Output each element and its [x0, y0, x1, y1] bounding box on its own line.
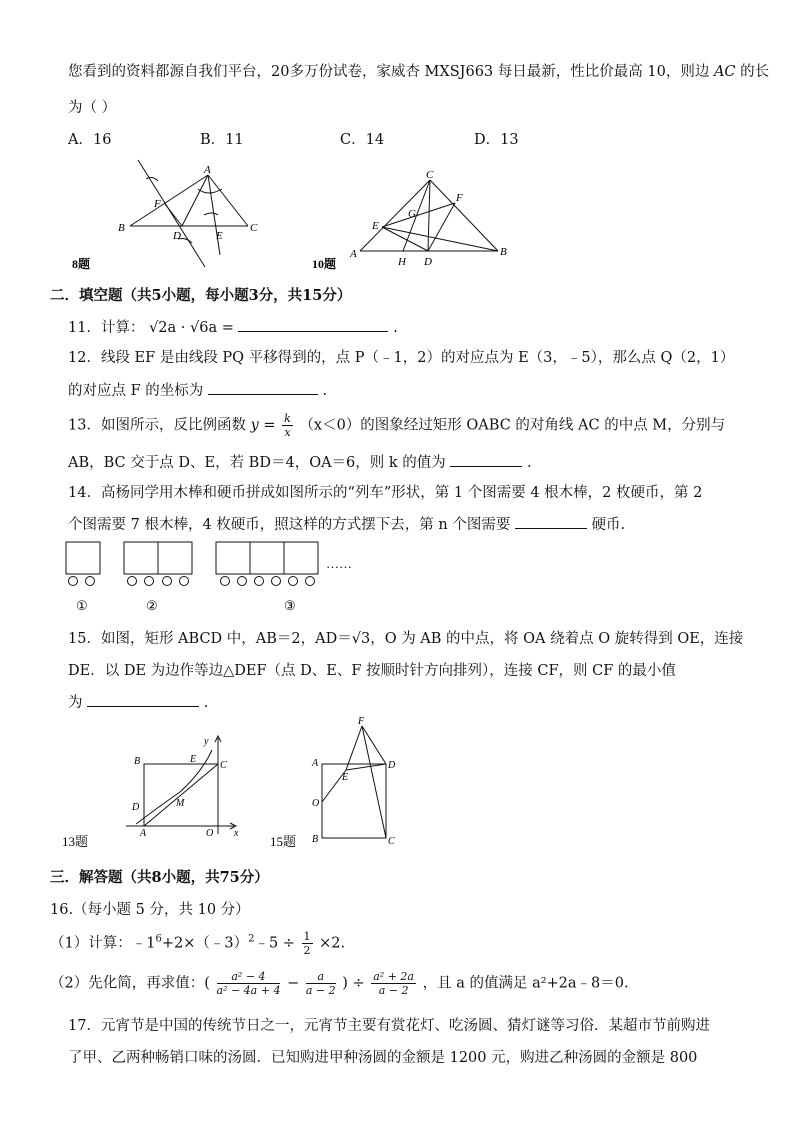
f13-label-y: y [204, 736, 209, 747]
q15-line3: 为 . [68, 691, 208, 712]
q12-line1: 12．线段 EF 是由线段 PQ 平移得到的，点 P（﹣1，2）的对应点为 E（3，﹣5），那么点 Q（2，1） [68, 350, 735, 366]
f8-fd [165, 204, 182, 226]
f15-rectangle [322, 764, 386, 838]
f10-label-f: F [456, 192, 463, 204]
train2-label: ② [146, 598, 158, 613]
f13-diagonal-ac [144, 764, 218, 826]
f8-perp-bisector [138, 160, 205, 267]
q13-line2: AB，BC 交于点 D、E，若 BD＝4，OA＝6，则 k 的值为 . [68, 451, 532, 472]
f8-label-c: C [250, 222, 258, 234]
section-2-title: 二．填空题（共5小题，每小题3分，共15分） [50, 287, 352, 304]
f13-label-a: A [140, 828, 147, 839]
f8-arc4 [204, 213, 218, 215]
f8-ad [182, 175, 208, 226]
q11: 11．计算： √2a · √6a = . [68, 316, 398, 337]
q15-line2: DE．以 DE 为边作等边△DEF（点 D、E、F 按顺时针方向排列），连接 CF，则 CF 的最小值 [68, 663, 676, 679]
q14-line1: 14．高杨同学用木棒和硬币拼成如图所示的“列车”形状，第 1 个图需要 4 根木棒，2 枚硬币，第 2 [68, 485, 703, 501]
f8-angle-bisector [208, 175, 220, 255]
figure-13 [62, 728, 252, 852]
q17-line2: 了甲、乙两种畅销口味的汤圆．已知购进甲种汤圆的金额是 1200 元，购进乙种汤圆的金额是 800 [68, 1050, 698, 1066]
f8-side-ba [130, 175, 208, 226]
f15-label-a: A [312, 758, 319, 769]
figure-14-trains [62, 538, 372, 616]
section-3-title: 三．解答题（共8小题，共75分） [50, 869, 269, 886]
q11-answer-blank[interactable] [238, 317, 388, 332]
q17-line1: 17．元宵节是中国的传统节日之一，元宵节主要有赏花灯、吃汤圆、猜灯谜等习俗．某超市节前购进 [68, 1018, 710, 1034]
f13-label-e: E [190, 754, 197, 765]
f15-caption: 15题 [270, 834, 297, 849]
q16-part1: （1）计算：$﹣1^6+2\times(﹣3)^2﹣5$ ÷ $\frac{1}{2}$ ×2. [50, 930, 346, 957]
q10-option-b: B．11 [200, 132, 244, 148]
train2-coin [145, 577, 154, 586]
train3-label: ③ [284, 598, 296, 613]
q15-answer-blank[interactable] [87, 692, 199, 707]
q10-option-a: A．16 [68, 132, 112, 148]
q12-answer-blank[interactable] [208, 380, 318, 395]
f10-label-g: G [408, 208, 416, 220]
q10-line2: 为（ ） [68, 100, 117, 116]
f13-label-x: x [234, 828, 239, 839]
f8-label-d: D [173, 230, 181, 242]
q13-line1: 13．如图所示，反比例函数 y = $\frac{k}{x}$ （x＜0）的图象经过矩形 OABC 的对角线 AC 的中点 M，分别与 [68, 412, 726, 439]
train3-coin [289, 577, 298, 586]
f8-arc1 [146, 177, 158, 181]
f13-label-b: B [134, 756, 141, 767]
f10-label-a: A [350, 248, 357, 260]
f15-ed [346, 764, 386, 770]
train3-coin [221, 577, 230, 586]
q15-line1: 15．如图，矩形 ABCD 中，AB＝2，AD＝√3，O 为 AB 的中点，将 OA 绕着点 O 旋转得到 OE，连接 [68, 631, 744, 647]
f10-side-cb [430, 180, 498, 251]
f8-label-f: F [154, 198, 161, 210]
f10-label-b: B [500, 246, 507, 258]
train1-coin [69, 577, 78, 586]
f10-label-c: C [426, 169, 434, 181]
f8-label-b: B [118, 222, 125, 234]
train3-coin [255, 577, 264, 586]
f15-label-b: B [312, 834, 319, 845]
f8-label-a: A [204, 164, 211, 176]
f15-fc [362, 726, 386, 838]
f15-label-o: O [312, 798, 320, 809]
f10-label-e: E [372, 220, 379, 232]
figure-8 [70, 155, 270, 273]
q16-fraction-1: $\frac{\text{a² − 4}}{\text{a² − 4a + 4}}$ [216, 970, 281, 997]
f13-label-o: O [206, 828, 214, 839]
train2-coin [180, 577, 189, 586]
f8-caption: 8题 [72, 257, 91, 271]
train2-coin [163, 577, 172, 586]
figure-15 [270, 714, 410, 852]
train2-coin [128, 577, 137, 586]
train3-coin [238, 577, 247, 586]
train1-label: ① [76, 598, 88, 613]
q16-part2: （2）先化简，再求值：( $\frac{\text{a² − 4}}{\text{a² − 4a + 4}}$ − $\frac{a}{a - 2}$ ) ÷ $\frac{\text{a² + 2a}}{a - 2}$ ，且 a 的值满足 a²+2a﹣8＝0. [50, 970, 629, 997]
f13-hyperbola [136, 750, 212, 824]
q10-option-c: C．14 [340, 132, 385, 148]
f10-cd [428, 180, 430, 251]
q10-line1: 您看到的资料都源自我们平台，20多万份试卷，家威杏 MXSJ663 每日最新，性比价最高 10，则边 AC 的长 [68, 64, 770, 80]
f10-caption: 10题 [312, 257, 337, 271]
train3-coin [272, 577, 281, 586]
q16-head: 16.（每小题 5 分，共 10 分） [50, 902, 250, 918]
q16-half-fraction: $\frac{1}{2}$ [303, 930, 311, 957]
q16-fraction-2: $\frac{a}{a - 2}$ [305, 970, 336, 997]
f10-label-h: H [398, 256, 406, 268]
f15-label-c: C [388, 836, 395, 847]
q10-option-d: D．13 [474, 132, 519, 148]
f13-caption: 13题 [62, 834, 89, 849]
f15-ef [346, 726, 362, 770]
f15-label-f: F [358, 716, 365, 727]
q13-fraction: $\frac{k}{x}$ [284, 412, 291, 439]
train1-car [66, 542, 100, 574]
train3-body [216, 542, 318, 574]
q16-fraction-3: $\frac{\text{a² + 2a}}{a - 2}$ [373, 970, 414, 997]
f13-label-c: C [220, 760, 227, 771]
train1-coin [86, 577, 95, 586]
figure-10 [310, 165, 520, 273]
q14-line2: 个图需要 7 根木棒，4 枚硬币，照这样的方式摆下去，第 n 个图需要 硬币. [68, 513, 625, 534]
f15-label-d: D [388, 760, 396, 771]
f8-label-e: E [216, 230, 223, 242]
f10-ed [382, 227, 428, 251]
f15-label-e: E [342, 772, 349, 783]
f13-label-d: D [132, 802, 140, 813]
f10-side-ac [360, 180, 430, 251]
f13-label-m: M [176, 798, 185, 809]
f10-label-d: D [424, 256, 432, 268]
q12-line2: 的对应点 F 的坐标为 . [68, 379, 327, 400]
q13-answer-blank[interactable] [450, 452, 522, 467]
q14-answer-blank[interactable] [515, 514, 587, 529]
train-ellipsis: …… [326, 556, 352, 571]
train3-coin [306, 577, 315, 586]
